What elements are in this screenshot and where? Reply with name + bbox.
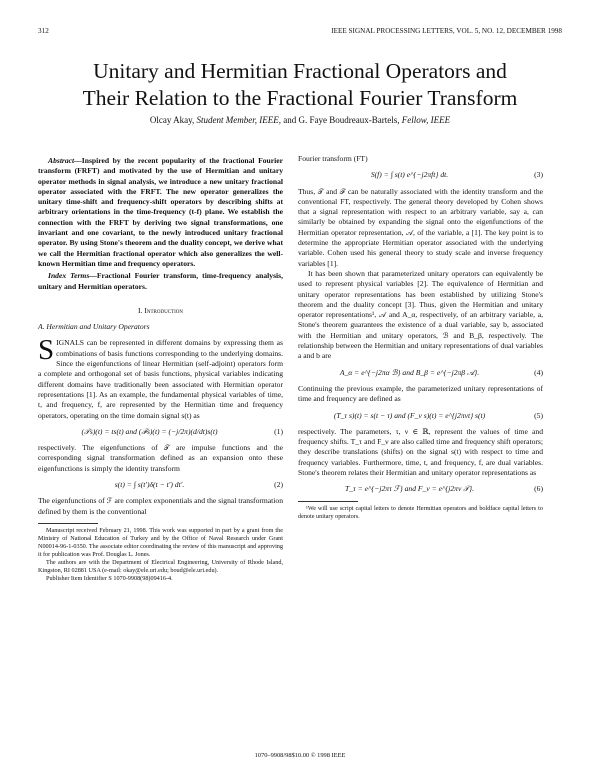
right-paragraph-2: Thus, 𝒯 and ℱ can be naturally associated with the identity transform and the conventional FT, respectively. The general theory developed by Cohen shows that a signal representation with respect to an arbitrary variable, say a, can similarly be obtained by expanding the signal onto the eigenfunctions of the Hermitian operator representation, 𝒜, of the variable, a [1]. The key point is to determine the appropriate Hermitian operator associated with the underlying variable. Cohen used his general theory to study scale and inverse frequency variables [1]. <box>298 186 543 268</box>
intro-paragraph-1-text: IGNALS can be represented in different domains by expressing them as combinations of basis functions corresponding to the underlying domains. Since the eigenfunctions of linear Hermitian (self-adjoint) operators form a complete and orthogonal set of basis functions, physical variables indicating different domains have traditionally been associated with Hermitian operator representations [1]. As an example, the fundamental physical variables of time, t, and frequency, f, are represented by the Hermitian time and frequency operators, operating on the time domain signal s(t) as <box>38 338 283 420</box>
left-column <box>38 156 283 583</box>
equation-4-number: (4) <box>534 367 543 377</box>
equation-5 <box>298 411 543 421</box>
right-paragraph-4: Continuing the previous example, the parameterized unitary representations of time and frequency are defined as <box>298 383 543 404</box>
equation-5-body: (T_τ s)(t) = s(t − τ) and (F_ν s)(t) = e^{j2πνt} s(t) <box>333 410 486 420</box>
paper-title <box>0 58 600 112</box>
equation-6-number: (6) <box>534 484 543 494</box>
page-number: 312 <box>38 27 49 35</box>
equation-3-number: (3) <box>534 170 543 180</box>
author-1-role: Student Member, IEEE, <box>196 115 282 125</box>
footnote-identifier: Publisher Item Identifier S 1070-9908(98)09416-4. <box>46 574 173 582</box>
right-column <box>298 154 543 521</box>
abstract <box>38 156 283 269</box>
equation-5-number: (5) <box>534 410 543 420</box>
author-1: Olcay Akay, <box>149 115 195 125</box>
equation-3 <box>298 170 543 180</box>
equation-2-number: (2) <box>274 480 283 490</box>
title-line-2: Their Relation to the Fractional Fourier Transform <box>82 86 518 110</box>
drop-cap: S <box>38 334 55 367</box>
author-conj: and <box>283 115 297 125</box>
right-paragraph-5: respectively. The parameters, τ, ν ∈ ℝ, represent the values of time and frequency shifts. T_τ and F_ν are also called time and frequency shift operators; they describe translations (shifts) on the signal s(t) with respect to time and frequency variables. Furthermore, time, t, and frequency, f, are dual variables. Stone's theorem relates their Hermitian and unitary operator representations as <box>298 426 543 478</box>
equation-2 <box>38 480 283 490</box>
copyright-footer: 1070–9908/98$10.00 © 1998 IEEE <box>254 752 346 759</box>
right-paragraph-3: It has been shown that parameterized unitary operators can equivalently be used to represent physical variables [2]. The equivalence of Hermitian and unitary operator representations has been established by utilizing Stone's theorem and the duality concept [3]. Thus, given the Hermitian and unitary operator representations¹, 𝒜 and A_α, respectively, of an arbitrary variable, a, Stone's theorem guarantees the existence of a dual variable, say b, associated with the Hermitian and unitary operators, ℬ and B_β, respectively. The relationship between the Hermitian and unitary representations of dual variables a and b are <box>298 268 543 361</box>
equation-1 <box>38 427 283 437</box>
footnote-rule <box>38 523 98 524</box>
intro-paragraph-3: The eigenfunctions of ℱ are complex exponentials and the signal transformation defined by them is the conventional <box>38 496 283 516</box>
right-paragraph-1: Fourier transform (FT) <box>298 154 368 163</box>
abstract-text: Inspired by the recent popularity of the fractional Fourier transform (FRFT) and motivated by the use of Hermitian and unitary operator methods in signal analysis, we introduce a new unitary fractional operator associated with the FRFT. The new operator generalizes the unitary time-shift and frequency-shift operators by describing shifts at arbitrary orientations in the time-frequency (t-f) plane. We establish the connection with the FRFT by deriving two signal transformations, one invariant and one covariant, to the newly introduced unitary fractional operator. By using Stone's theorem and the duality concept, we derive what we call the Hermitian fractional operator which also generalizes the well-known Hermitian time and frequency operators. <box>38 156 283 268</box>
equation-3-body: S(f) = ∫ s(t) e^{−j2πft} dt. <box>370 170 449 180</box>
subsection-heading: A. Hermitian and Unitary Operators <box>38 322 150 332</box>
abstract-label: Abstract— <box>48 156 82 165</box>
footnote-notation: ¹We will use script capital letters to denote Hermitian operators and boldface capital letters to denote unitary operators. <box>298 504 543 520</box>
index-terms <box>38 271 283 292</box>
index-terms-text: Fractional Fourier transform, time-frequency analysis, unitary and Hermitian operators. <box>38 271 284 291</box>
equation-1-body: (𝒯s)(t) = ts(t) and (ℱs)(t) = (−j/2π)(d/dt)s(t) <box>81 426 218 436</box>
section-title: Introduction <box>144 305 183 315</box>
section-number: I. <box>138 305 143 315</box>
intro-paragraph-2: respectively. The eigenfunctions of 𝒯 are impulse functions and the corresponding signal transformation defined as an expansion onto these eigenfunctions is simply the identity transform <box>38 443 283 473</box>
author-line <box>0 115 600 125</box>
index-terms-label: Index Terms— <box>48 271 97 281</box>
intro-paragraph-1 <box>38 334 283 420</box>
section-heading <box>38 306 283 316</box>
footnote-manuscript: Manuscript received February 21, 1998. This work was supported in part by a grant from the Ministry of National Education of Turkey and by the Office of Naval Research under Grant N00014-96-1-0350. The associate editor coordinating the review of this manuscript and approving it for publication was Prof. Douglas L. Jones. <box>38 526 283 558</box>
title-line-1: Unitary and Hermitian Fractional Operators and <box>93 59 507 83</box>
equation-6 <box>298 484 543 494</box>
equation-4-body: A_α = e^{−j2πα ℬ} and B_β = e^{−j2πβ 𝒜}. <box>339 367 480 377</box>
equation-1-number: (1) <box>274 426 283 436</box>
equation-2-body: s(t) = ∫ s(t′)δ(t − t′) dt′. <box>114 480 185 490</box>
author-2-role: Fellow, IEEE <box>401 115 451 125</box>
footnote-affiliation: The authors are with the Department of Electrical Engineering, University of Rhode Island, Kingston, RI 02881 USA (e-mail: okay@ele.uri.edu; boud@ele.uri.edu). <box>38 558 283 574</box>
journal-header: IEEE SIGNAL PROCESSING LETTERS, VOL. 5, NO. 12, DECEMBER 1998 <box>331 27 562 35</box>
author-2: G. Faye Boudreaux-Bartels, <box>298 115 400 125</box>
footnote-rule-right <box>298 501 358 502</box>
equation-4 <box>298 368 543 378</box>
equation-6-body: T_τ = e^{−j2πτ ℱ} and F_ν = e^{j2πν 𝒯}. <box>345 484 474 494</box>
